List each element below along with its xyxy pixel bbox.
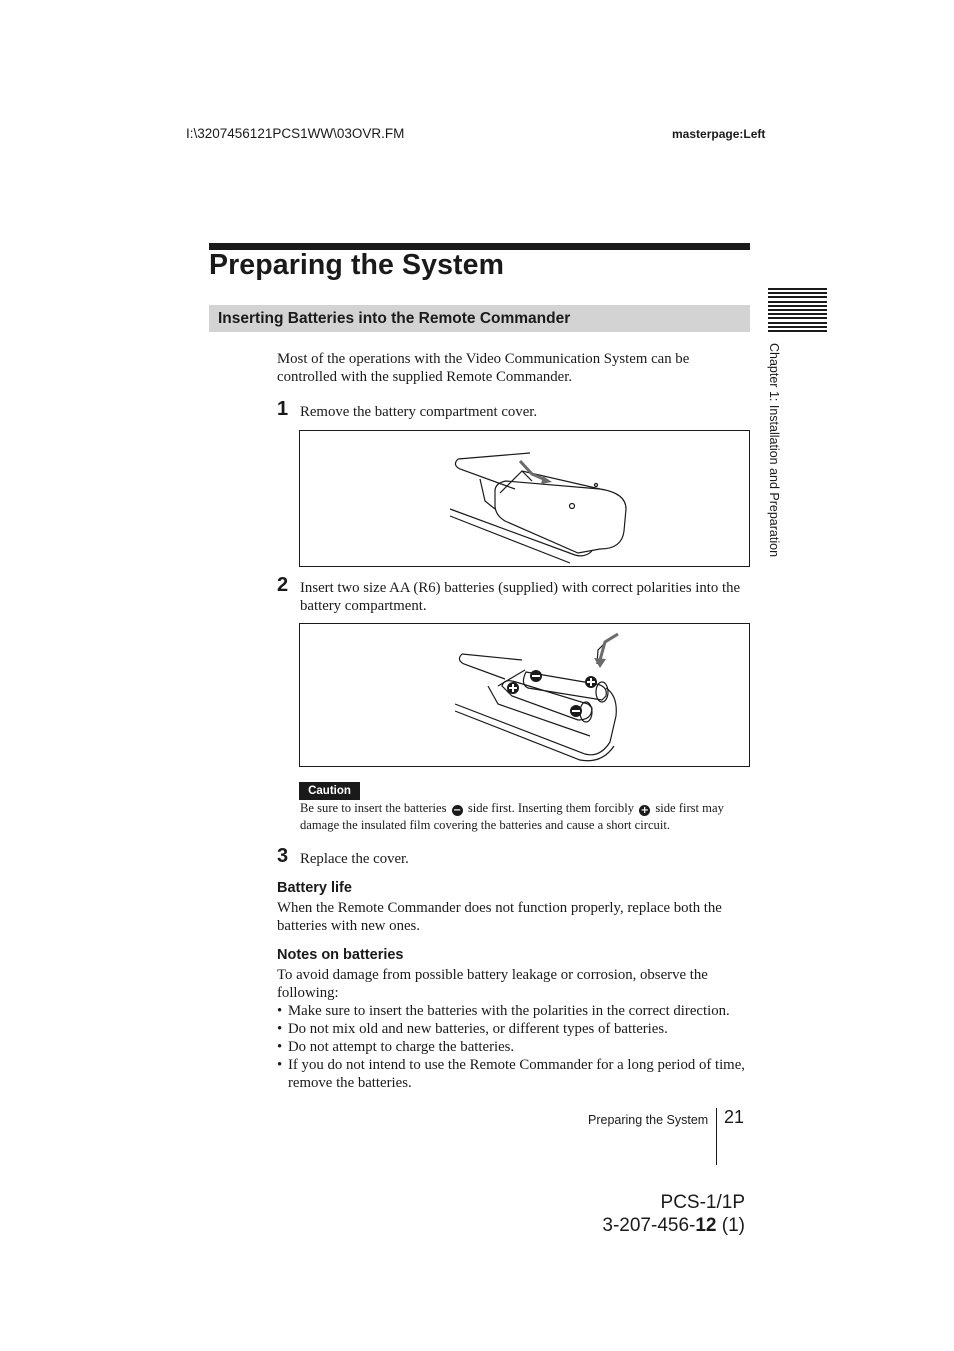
step-1-number: 1 — [277, 398, 289, 420]
plus-polarity-icon: + — [640, 805, 649, 816]
chapter-label: Chapter 1: Installation and Preparation — [767, 343, 781, 558]
caution-text-part3: side first may damage the insulated film covering the batteries and cause a short circuit. — [300, 801, 724, 832]
step-3-text: Replace the cover. — [300, 851, 409, 867]
footer-divider — [716, 1108, 717, 1165]
step-3-number: 3 — [277, 845, 289, 867]
intro-paragraph: Most of the operations with the Video Communication System can be controlled with the supplied Remote Commander. — [277, 351, 690, 385]
header-file-path: I:\3207456121PCS1WW\03OVR.FM — [186, 126, 405, 141]
remote-cover-illustration — [300, 431, 749, 566]
caution-label: Caution — [299, 782, 360, 800]
notes-intro: To avoid damage from possible battery leakage or corrosion, observe the following: — [277, 967, 708, 1001]
page-number: 21 — [724, 1107, 745, 1127]
chapter-tab-bars — [768, 288, 827, 334]
batteries-illustration — [300, 624, 749, 766]
notes-heading: Notes on batteries — [277, 947, 404, 963]
list-item: • If you do not intend to use the Remote Commander for a long period of time, remove the batteries. — [277, 1056, 752, 1092]
part-number-suffix: (1) — [716, 1215, 745, 1236]
figure-remove-cover — [299, 430, 750, 567]
part-number-prefix: 3-207-456- — [602, 1215, 696, 1236]
part-number — [560, 1215, 745, 1237]
part-number-bold: 12 — [695, 1215, 717, 1236]
minus-polarity-icon: − — [453, 805, 462, 816]
step-2-text: Insert two size AA (R6) batteries (supplied) with correct polarities into the battery compartment. — [300, 580, 741, 614]
battery-life-heading: Battery life — [277, 880, 352, 896]
caution-text-part2: side first. Inserting them forcibly — [467, 801, 634, 815]
figure-insert-batteries — [299, 623, 750, 767]
section-title: Inserting Batteries into the Remote Commander — [218, 310, 571, 327]
step-1-text: Remove the battery compartment cover. — [300, 404, 538, 420]
chapter-tab-label — [767, 343, 785, 578]
step-2-number: 2 — [277, 574, 289, 596]
header-masterpage: masterpage:Left — [672, 127, 766, 141]
notes-list — [277, 1002, 752, 1092]
footer-section-name: Preparing the System — [588, 1113, 709, 1127]
battery-life-text: When the Remote Commander does not function properly, replace both the batteries with new ones. — [277, 900, 722, 934]
model-number: PCS-1/1P — [660, 1192, 745, 1213]
list-item: • Do not mix old and new batteries, or different types of batteries. — [277, 1020, 752, 1038]
caution-text-part1: Be sure to insert the batteries — [300, 801, 447, 815]
page-title: Preparing the System — [209, 249, 505, 281]
caution-text — [300, 800, 750, 834]
list-item: • Do not attempt to charge the batteries. — [277, 1038, 752, 1056]
list-item: • Make sure to insert the batteries with the polarities in the correct direction. — [277, 1002, 752, 1020]
